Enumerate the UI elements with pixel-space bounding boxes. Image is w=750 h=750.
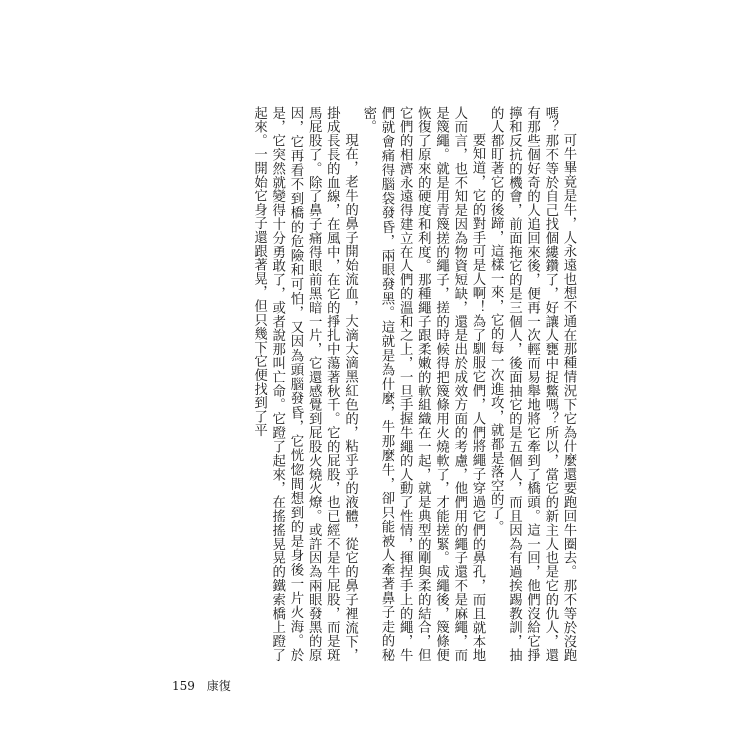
paragraph-2: 要知道，它的對手可是人啊！為了馴服它們，人們將繩子穿過它們的鼻孔，而且就本地人而言，也不知是因為物資短缺，還是出於成效方面的考慮，他們用的繩子還不是麻繩，而是篾繩。就是用青篾搓的繩子，搓的時候得把篾條用火燒軟了，才能搓緊。成繩後，篾條便恢復了原來的硬度和利度。那種繩子跟柔嫩的軟組織在一起，就是典型的剛與柔的結合，但它們的相濟永遠得建立在人們的溫和之上，一旦手握牛繩的人動了性情，揮捏手上的繩，牛們就會痛得腦袋發昏，兩眼發黑。這就是為什麼，牛那麼牛，卻只能被人牽著鼻子走的秘密。 <box>360 106 485 662</box>
body-text <box>170 106 577 662</box>
page-footer <box>172 679 231 693</box>
page-number: 159 <box>172 679 195 693</box>
paragraph-1: 可牛畢竟是牛，人永遠也想不通在那種情況下它為什麼還要跑回牛圈去。那不等於沒跑嗎？那不等於自己找個縷鑽了，好讓人甕中捉鱉嗎？所以，當它的新主人也是它的仇人，還有那些個好奇的人追回來後，便再一次輕而易舉地將它牽到了橋頭。這一回，他們沒給它掙擰和反抗的機會，前面拖它的是三個人，後面抽它的是五個人，而且因為有過挨踢教訓，抽的人都盯著它的後蹄，這樣一來，它的每一次進攻，就都是落空的了。 <box>488 106 576 662</box>
paragraph-3: 現在，老牛的鼻子開始流血，大滴大滴黑紅色的，粘乎乎的液體，從它的鼻子裡流下，掛成長長的血線，在風中，在它的掙扎中蕩著秋千。它的屁股，也已經不是牛屁股，而是斑馬屁股了。除了鼻子痛得眼前黑暗一片，它還感覺到屁股火燒火燎。或許因為兩眼發黑的原因，它再看不到橋的危險和可怕，又因為頭腦發昏，它恍惚間想到的是身後一片火海。於是，它突然就變得十分勇敢了，或者說那叫亡命。它蹬了起來，在搖搖晃晃的鐵索橋上蹬了起來。一開始它身子還跟著晃，但只幾下它便找到了平 <box>251 106 358 662</box>
chapter-title: 康復 <box>206 679 231 693</box>
